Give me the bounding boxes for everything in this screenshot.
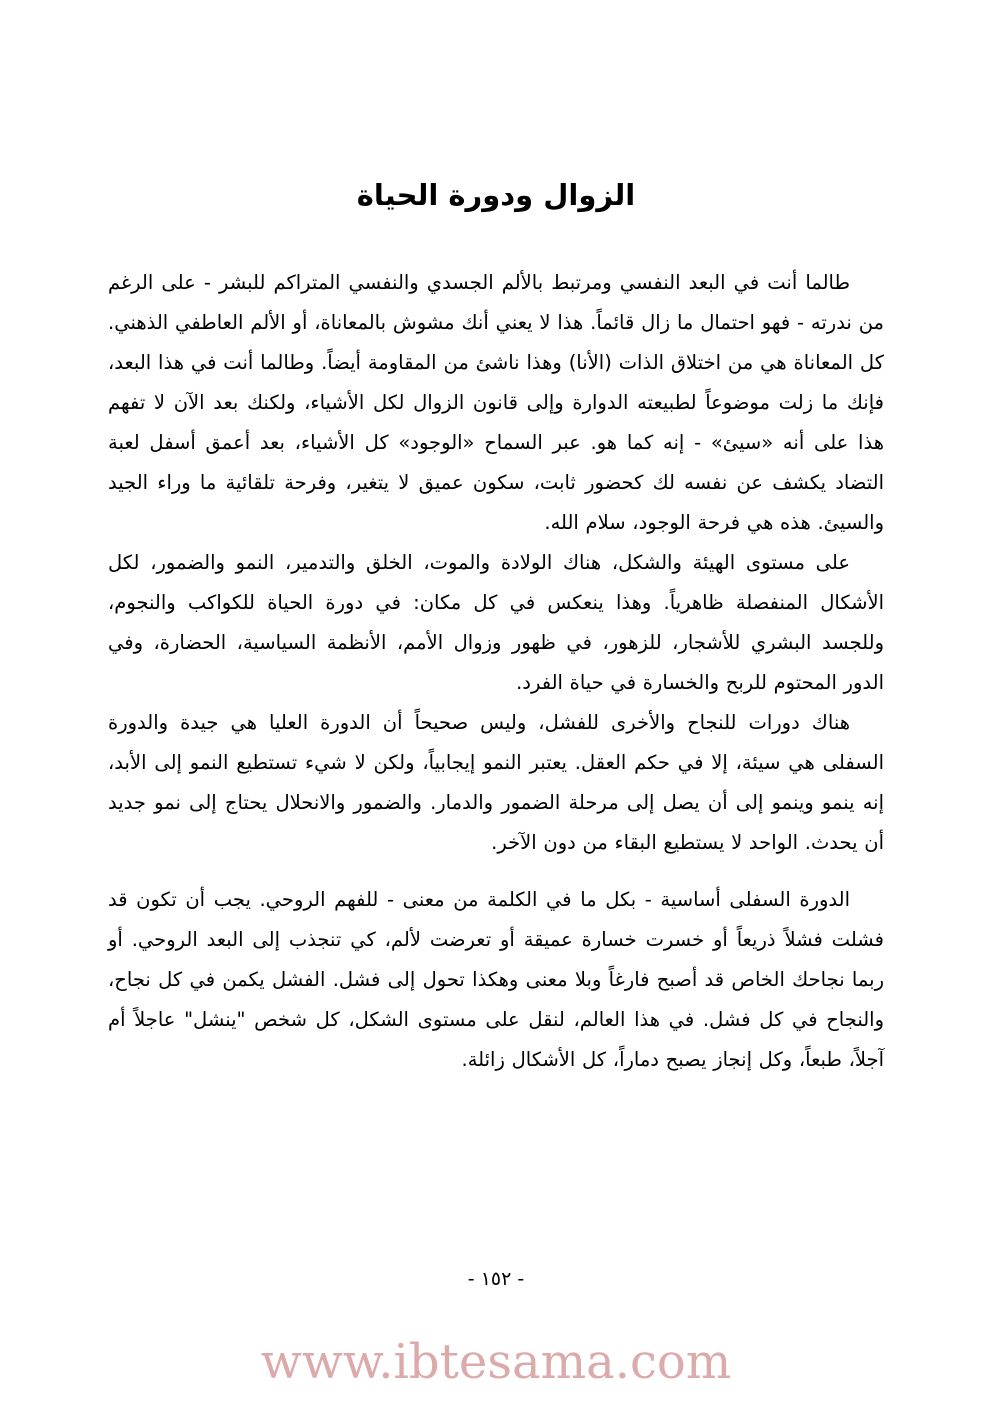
document-body [108, 263, 884, 1080]
paragraph-spacer [108, 863, 884, 880]
site-watermark: www.ibtesama.com [260, 1334, 732, 1390]
paragraph-3: هناك دورات للنجاح والأخرى للفشل، وليس صحيحاً أن الدورة العليا هي جيدة والدورة السفلى هي سيئة، إلا في حكم العقل. يعتبر النمو إيجابياً، ولكن لا شيء تستطيع النمو إلى الأبد، إنه ينمو وينمو إلى أن يصل إلى مرحلة الضمور والدمار. والضمور والانحلال يحتاج إلى نمو جديد أن يحدث. الواحد لا يستطيع البقاء من دون الآخر. [108, 711, 884, 855]
page-title: الزوال ودورة الحياة [356, 178, 636, 212]
page-number: - ١٥٢ - [467, 1268, 525, 1290]
paragraph-4: الدورة السفلى أساسية - بكل ما في الكلمة من معنى - للفهم الروحي. يجب أن تكون قد فشلت فشلاً ذريعاً أو خسرت خسارة عميقة أو تعرضت لألم، كي تنجذب إلى البعد الروحي. أو ربما نجاحك الخاص قد أصبح فارغاً وبلا معنى وهكذا تحول إلى فشل. الفشل يكمن في كل نجاح، والنجاح في كل فشل. في هذا العالم، لنقل على مستوى الشكل، كل شخص "ينشل" عاجلاً أم آجلاً، طبعاً، وكل إنجاز يصبح دماراً، كل الأشكال زائلة. [108, 888, 884, 1072]
paragraph-1: طالما أنت في البعد النفسي ومرتبط بالألم الجسدي والنفسي المتراكم للبشر - على الرغم من ندرته - فهو احتمال ما زال قائماً. هذا لا يعني أنك مشوش بالمعاناة، أو الألم العاطفي الذهني. كل المعاناة هي من اختلاق الذات (الأنا) وهذا ناشئ من المقاومة أيضاً. وطالما أنت في هذا البعد، فإنك ما زلت موضوعاً لطبيعته الدوارة وإلى قانون الزوال لكل الأشياء، ولكنك بعد الآن لا تفهم هذا على أنه «سيئ» - إنه كما هو. عبر السماح «الوجود» كل الأشياء، بعد أعمق أسفل لعبة التضاد يكشف عن نفسه لك كحضور ثابت، سكون عميق لا يتغير، وفرحة تلقائية ما وراء الجيد والسيئ. هذه هي فرحة الوجود، سلام الله. [108, 271, 884, 535]
paragraph-2: على مستوى الهيئة والشكل، هناك الولادة والموت، الخلق والتدمير، النمو والضمور، لكل الأشكال المنفصلة ظاهرياً. وهذا ينعكس في كل مكان: في دورة الحياة للكواكب والنجوم، وللجسد البشري للأشجار، للزهور، في ظهور وزوال الأمم، الأنظمة السياسية، الحضارة، وفي الدور المحتوم للربح والخسارة في حياة الفرد. [108, 551, 884, 695]
